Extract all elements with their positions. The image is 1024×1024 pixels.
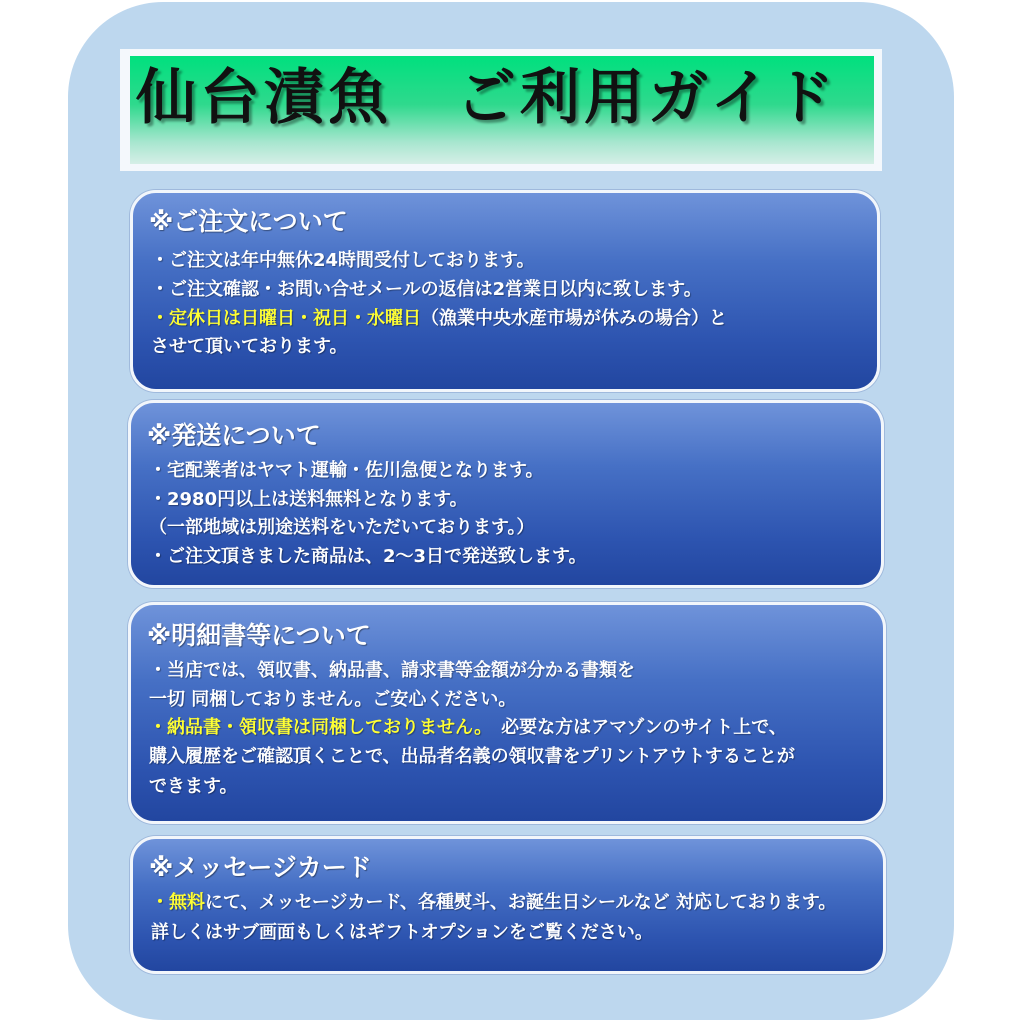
highlight-text: ・定休日は日曜日・祝日・水曜日 (151, 308, 421, 329)
section-line: 詳しくはサブ画面もしくはギフトオプションをご覧ください。 (151, 922, 653, 943)
message-card-panel (130, 836, 886, 974)
section-line: ・ご注文確認・お問い合せメールの返信は2営業日以内に致します。 (151, 279, 702, 300)
line-text: にて、メッセージカード、各種熨斗、お誕生日シールなど 対応しております。 (205, 892, 837, 913)
section-line (151, 307, 727, 331)
section-line (149, 716, 787, 740)
line-text: （漁業中央水産市場が休みの場合）と (421, 308, 727, 329)
invoice-info-panel (128, 602, 886, 824)
order-info-panel (130, 190, 880, 392)
shipping-info-panel (128, 400, 884, 588)
highlight-text: ・納品書・領収書は同梱しておりません。 (149, 717, 484, 738)
section-heading: ※メッセージカード (149, 853, 372, 882)
section-line: ・ご注文は年中無休24時間受付しております。 (151, 250, 535, 271)
section-heading: ※ご注文について (149, 207, 348, 236)
section-line: ・宅配業者はヤマト運輸・佐川急便となります。 (149, 460, 544, 481)
section-line: （一部地域は別途送料をいただいております。） (149, 517, 535, 538)
line-text: 必要な方はアマゾンのサイト上で、 (483, 717, 787, 738)
section-line: ・当店では、領収書、納品書、請求書等金額が分かる書類を (149, 660, 635, 681)
page-title: 仙台漬魚 ご利用ガイド (136, 63, 839, 133)
section-line: 一切 同梱しておりません。ご安心ください。 (149, 689, 517, 710)
section-heading: ※明細書等について (147, 621, 371, 650)
section-line: ・ご注文頂きました商品は、2～3日で発送致します。 (149, 546, 587, 567)
section-line (151, 891, 836, 915)
section-line: させて頂いております。 (151, 336, 348, 357)
highlight-text: ・無料 (151, 892, 205, 913)
section-heading: ※発送について (147, 421, 321, 450)
section-line: 購入履歴をご確認頂くことで、出品者名義の領収書をプリントアウトすることが (149, 746, 795, 767)
section-line: ・2980円以上は送料無料となります。 (149, 489, 468, 510)
section-line: できます。 (149, 776, 238, 797)
